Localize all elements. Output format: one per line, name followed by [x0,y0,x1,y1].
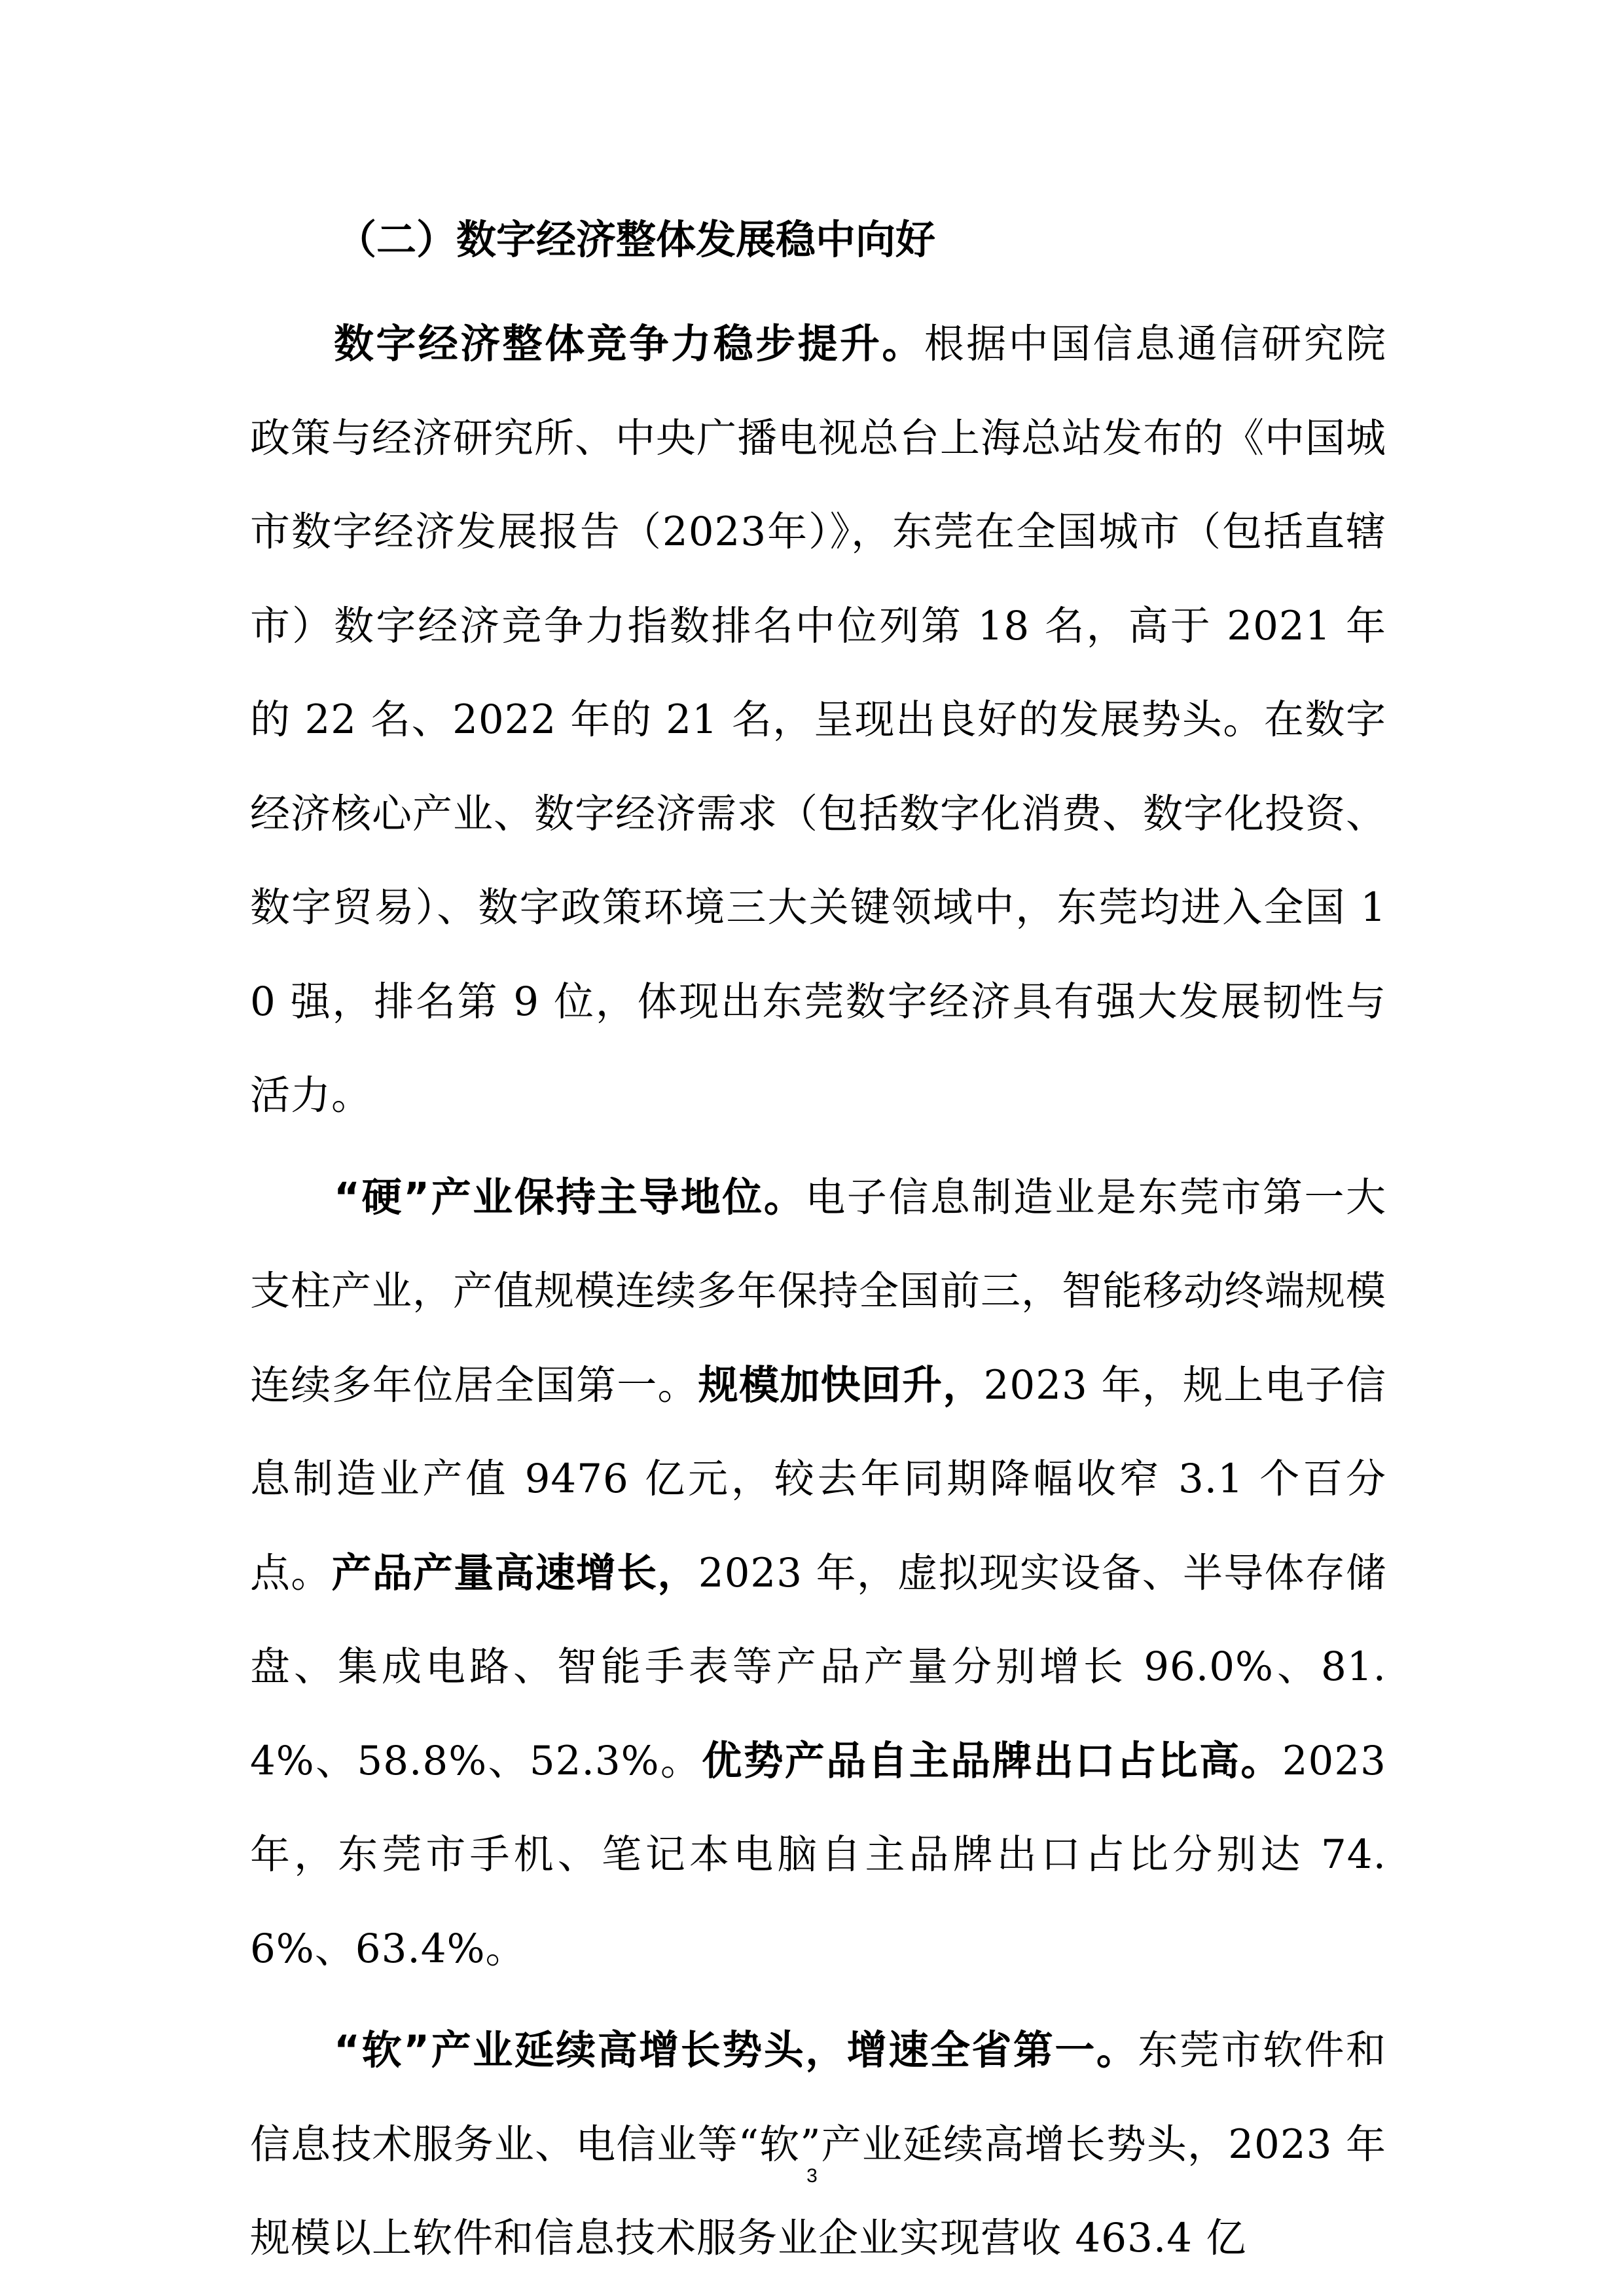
paragraph-digital-economy-competitiveness [250,297,1386,1143]
paragraph-text: 电子信息制造业是东莞市第一大支柱产业，产值规模连续多年保持全国前三，智能移动终端规模连续多年位居全国第一。 [250,1174,1387,1408]
paragraph-text: 2023 年，虚拟现实设备、半导体存储盘、集成电路、智能手表等产品产量分别增长 96.0%、81.4%、58.8%、52.3%。 [250,1549,1386,1784]
paragraph-text: 根据中国信息通信研究院政策与经济研究所、中央广播电视总台上海总站发布的《中国城市数字经济发展报告（2023年）》，东莞在全国城市（包括直辖市）数字经济竞争力指数排名中位列第 18 名，高于 2021 年的 22 名、2022 年的 21 名，呈现出良好的发展势头。在数字经济核心产业、数字经济需求（包括数字化消费、数字化投资、数字贸易）、数字政策环境三大关键领域中，东莞均进入全国 10 强，排名第 9 位，体现出东莞数字经济具有强大发展韧性与活力。 [250,321,1387,1119]
document-body [250,208,1386,2293]
paragraph-text: 东莞市软件和信息技术服务业、电信业等“软”产业延续高增长势头，2023 年规模以上软件和信息技术服务业企业实现营收 463.4 亿 [250,2027,1386,2261]
paragraph-software-industry [250,2003,1386,2286]
paragraph-text: 2023 年，东莞市手机、笔记本电脑自主品牌出口占比分别达 74.6%、63.4%。 [250,1737,1386,1972]
paragraph-text: 2023 年，规上电子信息制造业产值 9476 亿元，较去年同期降幅收窄 3.1 个百分点。 [250,1361,1386,1596]
paragraph-hardware-industry [250,1151,1386,1996]
paragraph-lead: “硬”产业保持主导地位。 [334,1174,806,1221]
section-heading: （二）数字经济整体发展稳中向好 [336,217,936,263]
page-number: 3 [806,2165,818,2187]
paragraph-emphasis-export: 优势产品自主品牌出口占比高。 [702,1737,1282,1784]
paragraph-emphasis-scale: 规模加快回升， [698,1361,984,1408]
paragraph-emphasis-output: 产品产量高速增长， [331,1549,698,1596]
paragraph-lead: 数字经济整体竞争力稳步提升。 [334,321,924,367]
paragraph-lead: “软”产业延续高增长势头，增速全省第一。 [334,2027,1138,2073]
